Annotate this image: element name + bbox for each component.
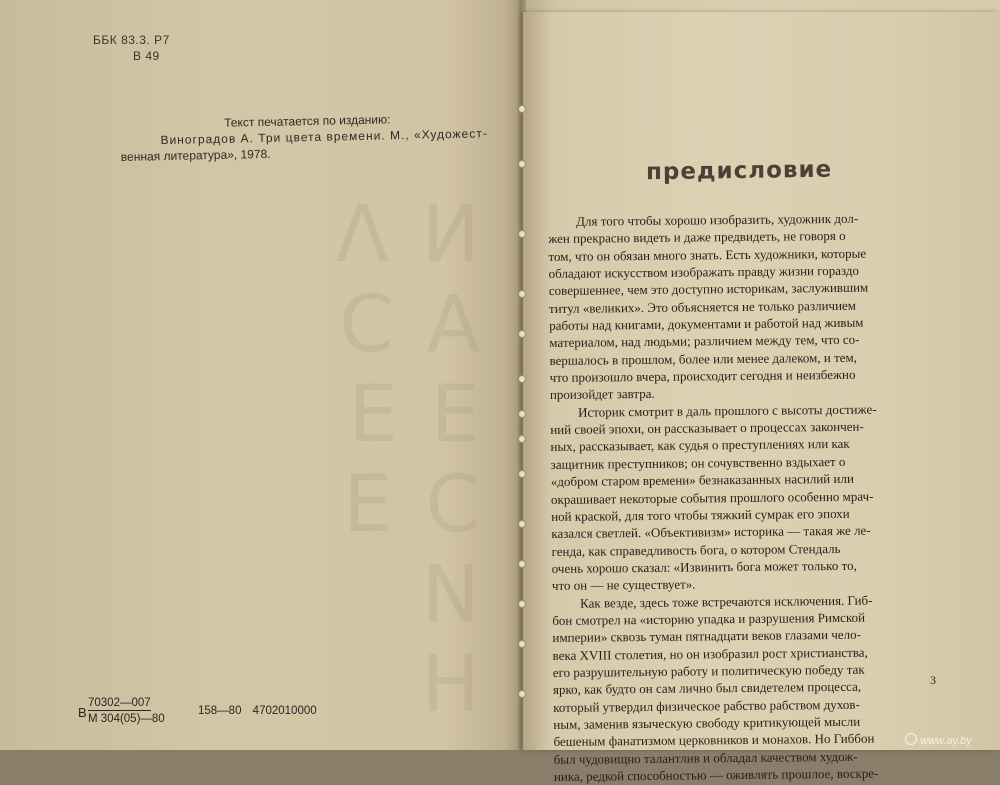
bbk-line: В 49 xyxy=(133,49,160,63)
text-line: Как везде, здесь тоже встречаются исключения. Гиб- xyxy=(580,592,873,611)
text-line: казался светлей. «Объективизм» историка — такая же ле- xyxy=(551,522,871,542)
text-line: бон смотрел на «историю упадка и разрушения Римской xyxy=(552,609,866,628)
page-number: 3 xyxy=(930,673,936,687)
text-line: ным, заменив языческую свободу критикующей мысли xyxy=(553,713,861,732)
text-line: защитник преступников; он сочувственно вздыхает о xyxy=(550,453,846,472)
text-line: работы над книгами, документами и работой над живым xyxy=(549,314,864,334)
text-line: его разрушительную работу и политическую победу так xyxy=(552,661,865,680)
binding-stitch xyxy=(518,105,526,113)
watermark xyxy=(905,733,972,747)
text-line: был чудовищно талантлив и обладал качеством худож- xyxy=(553,748,858,767)
text-line: империи» сквозь туман пятнадцати веков глазами чело- xyxy=(552,626,861,646)
text-line: титул «великих». Это объясняется не только различием xyxy=(548,297,857,316)
binding-stitch xyxy=(518,330,526,338)
binding-stitch xyxy=(518,520,526,528)
binding-stitch xyxy=(518,230,526,238)
binding-stitch xyxy=(518,640,526,648)
source-line: Виноградов А. Три цвета времени. М., «Художест- xyxy=(160,126,488,148)
bbk-line: ББК 83.3. Р7 xyxy=(93,33,170,47)
text-line: что он — не существует». xyxy=(551,576,696,594)
watermark-logo-icon xyxy=(905,733,917,745)
chapter-heading: предисловие xyxy=(645,156,833,186)
text-line: Историк смотрит в даль прошлого с высоты достиже- xyxy=(578,401,877,420)
binding-stitch xyxy=(518,290,526,298)
watermark-text: www.ay.by xyxy=(920,735,972,747)
bbk-classification xyxy=(93,32,170,64)
binding-stitch xyxy=(518,375,526,383)
text-line: жен прекрасно видеть и даже предвидеть, не говоря о xyxy=(548,228,846,247)
text-line: ной краской, для того чтобы тяжкий сумрак его эпохи xyxy=(551,505,850,524)
binding-stitch xyxy=(518,435,526,443)
text-line: совершеннее, чем это доступно историкам, заслужившим xyxy=(548,280,869,299)
text-line: том, что он обязан много знать. Есть художники, которые xyxy=(548,245,867,264)
pub-code-prefix: В xyxy=(78,705,87,720)
text-line: что произошло вчера, происходит сегодня и неизбежно xyxy=(549,366,856,386)
text-line: материалом, над людьми; различием между тем, что со- xyxy=(549,332,860,351)
text-line: бешеным фанатизмом церковников и монахов. Но Гиббон xyxy=(553,730,875,750)
pub-code-denominator: М 304(05)—80 xyxy=(88,713,165,725)
text-line: века XVIII столетия, но он изобразил рост христианства, xyxy=(552,644,868,663)
binding-stitch xyxy=(518,410,526,418)
binding-stitch xyxy=(518,160,526,168)
source-edition-note xyxy=(120,109,521,165)
text-line: ных, рассказывает, как судья о преступлениях или как xyxy=(550,436,850,455)
text-line: ний своей эпохи, он рассказывает о процессах закончен- xyxy=(550,418,864,438)
text-line: ярко, как будто он сам лично был свидетелем процесса, xyxy=(552,679,862,698)
pub-code-numerator: 70302—007 xyxy=(88,697,151,709)
source-line: Текст печатается по изданию: xyxy=(223,112,391,130)
text-line: который утвердил физическое рабство рабством духов- xyxy=(553,696,860,715)
text-line: Для того чтобы хорошо изобразить, художник дол- xyxy=(576,210,859,229)
pub-code-rest: 158—80 4702010000 xyxy=(198,705,317,717)
show-through-title: N Ʌ А Ɔ Ǝ Ǝ Ɔ Ǝ И Н xyxy=(331,190,480,730)
body-text xyxy=(548,209,944,785)
text-line: ника, редкой способностью — оживлять прошлое, воскре- xyxy=(553,765,879,784)
text-line: «добром старом времени» безнаказанных насилий или xyxy=(550,470,854,490)
binding-stitch xyxy=(518,470,526,478)
binding-stitch xyxy=(518,560,526,568)
binding-stitch xyxy=(518,600,526,608)
text-line: обладают искусством изображать правду жизни гораздо xyxy=(548,262,860,282)
text-line: очень хорошо сказал: «Извинить бога может только то, xyxy=(551,557,857,576)
binding-stitch xyxy=(518,690,526,698)
text-line: вершалось в прошлом, более или менее далеком, и тем, xyxy=(549,349,858,368)
text-line: произойдет завтра. xyxy=(549,386,655,403)
source-line: венная литература», 1978. xyxy=(120,146,271,164)
text-line: генда, как справедливость бога, о котором Стендаль xyxy=(551,540,841,559)
text-line: окрашивает некоторые события прошлого особенно мрач- xyxy=(550,488,874,507)
